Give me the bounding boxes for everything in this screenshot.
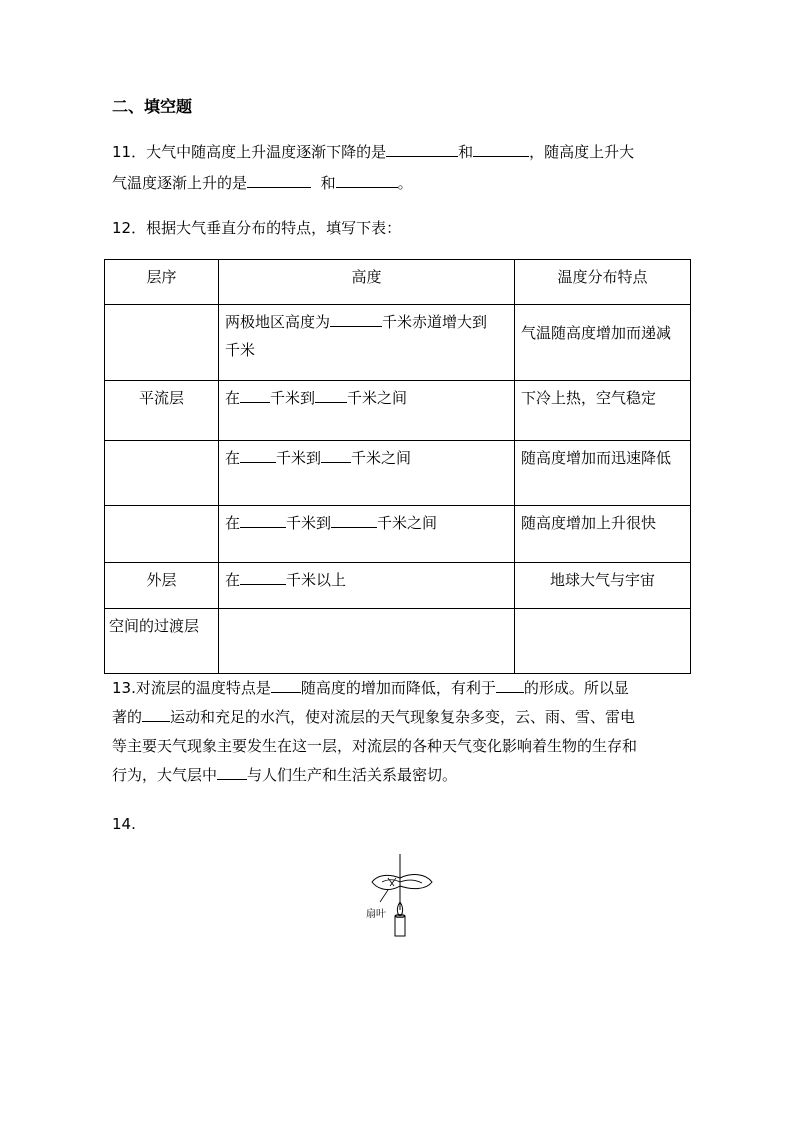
answer-blank[interactable]: [321, 447, 351, 463]
table-row: [105, 563, 691, 609]
q11-text: 。: [397, 174, 413, 192]
answer-blank[interactable]: [240, 569, 286, 585]
temp-cell: 随高度增加而迅速降低: [515, 441, 691, 506]
q13-paragraph: [112, 674, 692, 790]
table-row: [105, 381, 691, 441]
table-row: [105, 441, 691, 506]
answer-blank[interactable]: [330, 311, 382, 327]
height-cell: [219, 506, 515, 563]
candle-fan-figure: [360, 852, 440, 946]
answer-blank[interactable]: [271, 677, 301, 693]
q12-prompt: 12．根据大气垂直分布的特点，填写下表：: [112, 219, 402, 237]
q13-text: 的形成。所以显: [523, 679, 629, 697]
q13-text: 随高度的增加而降低，有利于: [300, 679, 496, 697]
layer-cell[interactable]: [105, 506, 219, 563]
fan-blade-label: 扇叶: [366, 909, 386, 920]
table-row: [105, 305, 691, 381]
height-cell: [219, 563, 515, 609]
layer-cell: 空间的过渡层: [105, 609, 219, 674]
answer-blank[interactable]: [336, 172, 398, 188]
table-row: [105, 609, 691, 674]
answer-blank[interactable]: [331, 512, 377, 528]
layer-cell: 平流层: [105, 381, 219, 441]
atmosphere-layers-table: [104, 259, 691, 674]
table-header: 高度: [219, 260, 515, 305]
q11-text: 11．大气中随高度上升温度逐渐下降的是: [112, 143, 387, 161]
q14-number: 14.: [112, 815, 136, 833]
layer-cell[interactable]: [105, 441, 219, 506]
answer-blank[interactable]: [386, 141, 458, 157]
section-title: 二、填空题: [112, 97, 193, 116]
answer-blank[interactable]: [240, 387, 270, 403]
q13-text: 著的: [112, 708, 143, 726]
answer-blank[interactable]: [240, 447, 276, 463]
height-cell: [219, 381, 515, 441]
q13-text: 与人们生产和生活关系最密切。: [247, 766, 458, 784]
table-header: 层序: [105, 260, 219, 305]
temp-cell: 随高度增加上升很快: [515, 506, 691, 563]
answer-blank[interactable]: [142, 706, 170, 722]
q13-text: 等主要天气现象主要发生在这一层，对流层的各种天气变化影响着生物的生存和: [112, 737, 638, 755]
cell-text: 千米以上: [286, 571, 347, 589]
cell-text: 千米之间: [351, 449, 412, 467]
q13-text: 行为，大气层中: [112, 766, 218, 784]
answer-blank[interactable]: [247, 172, 311, 188]
candle-fan-icon: [360, 852, 440, 942]
cell-text: 千米之间: [377, 514, 438, 532]
height-cell[interactable]: [219, 609, 515, 674]
q11-text: ，随高度上升大: [529, 143, 635, 161]
table-header: 温度分布特点: [515, 260, 691, 305]
temp-cell: 下冷上热，空气稳定: [515, 381, 691, 441]
cell-text: 千米到: [286, 514, 332, 532]
table-header-row: [105, 260, 691, 305]
height-cell: [219, 441, 515, 506]
cell-text: 千米到: [270, 389, 316, 407]
cell-text: 在: [225, 571, 241, 589]
cell-text: 千米之间: [347, 389, 408, 407]
table-row: [105, 506, 691, 563]
cell-text: 千米到: [276, 449, 322, 467]
q13-text: 13.对流层的温度特点是: [112, 679, 271, 697]
temp-cell[interactable]: [515, 609, 691, 674]
cell-text: 在: [225, 449, 241, 467]
height-cell: [219, 305, 515, 381]
q11-text: 和: [458, 143, 474, 161]
q11-line2: [112, 172, 413, 193]
q11-line1: [112, 141, 634, 162]
layer-cell[interactable]: [105, 305, 219, 381]
cell-text: 在: [225, 389, 241, 407]
q13-text: 运动和充足的水汽，使对流层的天气现象复杂多变，云、雨、雪、雷电: [170, 708, 636, 726]
answer-blank[interactable]: [217, 764, 247, 780]
layer-cell: 外层: [105, 563, 219, 609]
q11-text: 和: [320, 174, 336, 192]
answer-blank[interactable]: [496, 677, 524, 693]
answer-blank[interactable]: [315, 387, 347, 403]
cell-text: 千米: [225, 341, 256, 359]
temp-cell: 气温随高度增加而递减: [515, 305, 691, 381]
answer-blank[interactable]: [473, 141, 529, 157]
cell-text: 两极地区高度为: [225, 313, 331, 331]
cell-text: 千米赤道增大到: [382, 313, 488, 331]
q11-text: 气温度逐渐上升的是: [112, 174, 248, 192]
cell-text: 在: [225, 514, 241, 532]
temp-cell: 地球大气与宇宙: [515, 563, 691, 609]
answer-blank[interactable]: [240, 512, 286, 528]
